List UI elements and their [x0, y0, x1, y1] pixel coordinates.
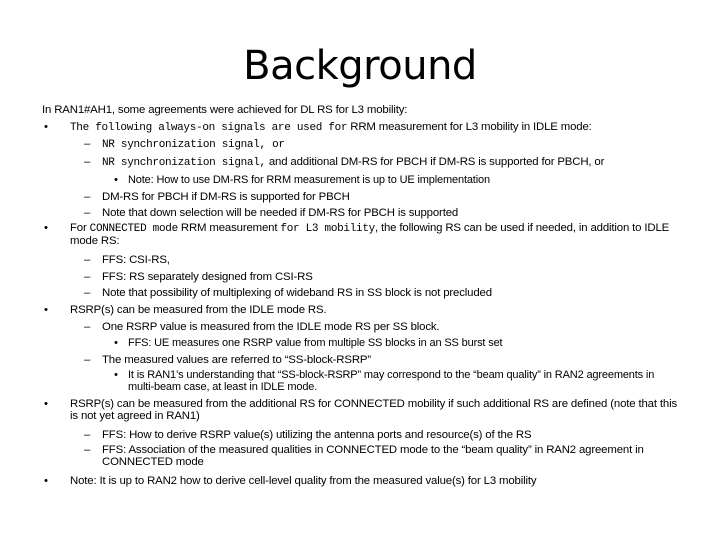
dash-marker: –: [84, 443, 91, 456]
bullet-text: FFS: RS separately designed from CSI-RS: [102, 270, 313, 283]
dash-marker: –: [84, 354, 91, 367]
bullet-text: RRM measurement: [177, 221, 281, 234]
bullet-text: , the following RS can be used if needed, in addition to IDLE mode RS:: [70, 221, 670, 248]
bullet-marker: •: [44, 304, 48, 317]
bullet-marker: •: [114, 173, 118, 186]
dash-marker: –: [84, 253, 91, 266]
sub-bullet-item: [42, 189, 682, 206]
sub-bullet-item: [42, 319, 682, 336]
sub-bullet-item: [42, 285, 682, 302]
dash-marker: –: [84, 190, 91, 203]
dash-marker: –: [84, 207, 91, 220]
bullet-text: RSRP(s) can be measured from the additional RS for CONNECTED mobility if such additional RS are defined (note that this is not yet agreed in RAN1): [70, 397, 678, 423]
bullet-marker: •: [44, 120, 48, 133]
bullet-text: FFS: Association of the measured qualities in CONNECTED mode to the “beam quality” in RAN2 agreement in CONNECTED mode: [102, 443, 644, 469]
dash-marker: –: [84, 428, 91, 441]
bullet-text: FFS: CSI-RS,: [102, 253, 170, 266]
mono-text: CONNECTED mode: [89, 222, 178, 235]
bullet-text: Note that possibility of multiplexing of wideband RS in SS block is not precluded: [102, 287, 492, 300]
bullet-item: [42, 302, 682, 319]
mono-text: for L3 mobility: [280, 222, 375, 235]
mono-text: The following always-on signals are used for: [70, 121, 348, 134]
bullet-text: One RSRP value is measured from the IDLE mode RS per SS block.: [102, 320, 440, 333]
bullet-text: FFS: UE measures one RSRP value from multiple SS blocks in an SS burst set: [128, 337, 503, 350]
slide-title: Background: [243, 43, 477, 89]
bullet-marker: •: [44, 474, 48, 487]
bullet-text: The measured values are referred to “SS-block-RSRP”: [102, 354, 371, 367]
sub-sub-bullet-item: [42, 172, 682, 189]
bullet-item: [42, 119, 682, 137]
bullet-text: Note: How to use DM-RS for RRM measurement is up to UE implementation: [128, 173, 490, 186]
bullet-text: FFS: How to derive RSRP value(s) utilizing the antenna ports and resource(s) of the RS: [102, 428, 532, 441]
bullet-text: Note that down selection will be needed if DM-RS for PBCH is supported: [102, 207, 459, 220]
sub-bullet-item: [42, 269, 682, 286]
sub-bullet-item: [42, 252, 682, 269]
bullet-marker: •: [44, 221, 48, 234]
bullet-item: [42, 398, 682, 427]
sub-bullet-item: [42, 427, 682, 444]
bullet-marker: •: [114, 337, 118, 350]
bullet-text: It is RAN1’s understanding that “SS-block-RSRP” may correspond to the “beam quality” in RAN2 agreements in multi-beam case, at least in IDLE mode.: [128, 368, 655, 394]
bullet-marker: •: [114, 368, 118, 381]
intro-text: In RAN1#AH1, some agreements were achieved for DL RS for L3 mobility:: [42, 104, 408, 116]
bullet-text: DM-RS for PBCH if DM-RS is supported for PBCH: [102, 190, 350, 203]
dash-marker: –: [84, 138, 91, 151]
mono-text: NR synchronization signal, or: [102, 139, 285, 152]
bullet-marker: •: [44, 397, 48, 410]
dash-marker: –: [84, 320, 91, 333]
sub-bullet-item: [42, 154, 682, 172]
bullet-item: [42, 222, 682, 252]
bullet-text: For: [70, 221, 90, 234]
sub-sub-bullet-item: [42, 369, 682, 398]
slide-body: [42, 102, 682, 489]
bullet-item: [42, 473, 682, 490]
bullet-text: Note: It is up to RAN2 how to derive cell-level quality from the measured value(s) for L3 mobility: [70, 474, 537, 487]
sub-bullet-item: [42, 352, 682, 369]
sub-sub-bullet-item: [42, 335, 682, 352]
bullet-text: RRM measurement for L3 mobility in IDLE mode:: [347, 120, 592, 133]
sub-bullet-item: [42, 444, 682, 473]
dash-marker: –: [84, 270, 91, 283]
bullet-text: RSRP(s) can be measured from the IDLE mode RS.: [70, 304, 327, 317]
bullet-text: and additional DM-RS for PBCH if DM-RS is supported for PBCH, or: [265, 156, 605, 169]
sub-bullet-item: [42, 205, 682, 222]
dash-marker: –: [84, 156, 91, 169]
sub-bullet-item: [42, 136, 682, 154]
dash-marker: –: [84, 287, 91, 300]
mono-text: NR synchronization signal,: [102, 157, 266, 170]
